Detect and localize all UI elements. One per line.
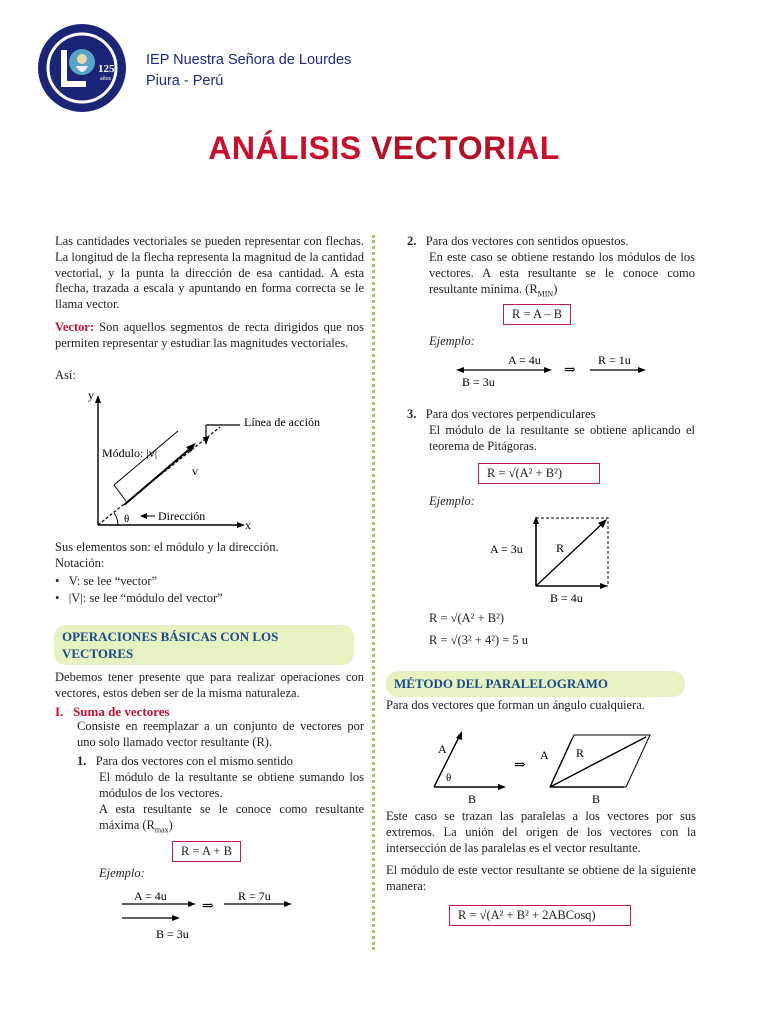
operations-banner: OPERACIONES BÁSICAS CON LOS VECTORES [54, 625, 354, 665]
section-number: I. [55, 704, 64, 719]
item1-line2 [99, 802, 364, 838]
example2-diagram [454, 348, 674, 396]
logo-number: 125 [98, 63, 115, 75]
ex1-r-label: R = 7u [238, 889, 271, 903]
item3-title: Para dos vectores perpendiculares [425, 407, 596, 421]
example2-label: Ejemplo: [429, 334, 475, 348]
item2-title: Para dos vectores con sentidos opuestos. [425, 234, 629, 248]
ex1-implies: ⇒ [202, 899, 214, 914]
ex3-r-label: R [556, 541, 565, 555]
vector-def-text: Son aquellos segmentos de recta dirigidos que nos permiten representar y estudiar las magnitudes vectoriales. [55, 320, 364, 350]
x-axis-label: x [245, 518, 251, 532]
ex2-implies: ⇒ [564, 363, 576, 378]
para-a2-label: A [540, 748, 549, 762]
vector-definition [55, 320, 364, 352]
item2 [407, 234, 695, 250]
item1-title: Para dos vectores con el mismo sentido [95, 754, 293, 768]
para-b-label: B [468, 792, 477, 806]
ex2-b-label: B = 3u [462, 375, 495, 389]
ex2-a-label: A = 4u [508, 353, 541, 367]
para-a-label: A [438, 742, 447, 756]
theta-label: θ [124, 513, 130, 525]
parallelogram-text-2: El módulo de este vector resultante se obtiene de la siguiente manera: [386, 863, 696, 893]
asi-label: Así: [55, 368, 76, 382]
vector-label: Vector: [55, 320, 95, 334]
notation-text: : se lee “vector” [76, 574, 158, 588]
item1-line1: El módulo de la resultante se obtiene sumando los módulos de los vectores. [99, 770, 364, 800]
calc-line-2: R = √(3² + 4²) = 5 u [429, 633, 529, 647]
item3-text: El módulo de la resultante se obtiene aplicando el teorema de Pitágoras. [429, 423, 695, 453]
vector-diagram [80, 385, 320, 535]
para-theta-label: θ [446, 772, 452, 784]
notation-symbol: V [68, 574, 77, 588]
intro-paragraph: Las cantidades vectoriales se pueden representar con flechas. La longitud de la flecha representa la magnitud de la cantidad vectorial, y la punta la dirección de esa cantidad. A esta flecha, trazada a escala y apuntando en forma correcta se le llama vector. [55, 234, 364, 312]
item1 [77, 754, 364, 770]
item2-subscript: MIN [537, 289, 554, 299]
title-part-3: IAL [506, 130, 560, 166]
formula-min: R = A – B [503, 304, 571, 325]
ex1-b-label: B = 3u [156, 927, 189, 941]
parallelogram-intro: Para dos vectores que forman un ángulo cualquiera. [386, 698, 645, 712]
formula-parallelogram: R = √(A² + B² + 2ABCosq) [449, 905, 631, 926]
notation-text: : se lee “módulo del vector” [82, 591, 223, 605]
calc-line-1: R = √(A² + B²) [429, 611, 504, 625]
formula-pythagoras: R = √(A² + B²) [478, 463, 600, 484]
parallelogram-diagram [420, 725, 670, 807]
page-title [0, 130, 768, 167]
section-sum-heading [55, 704, 170, 720]
column-divider [372, 235, 381, 950]
formula-sum-max: R = A + B [172, 841, 241, 862]
item1-subscript: max [154, 825, 169, 835]
item1-line2-end: ) [168, 817, 173, 832]
item2-text [429, 250, 695, 302]
para-implies: ⇒ [514, 758, 526, 773]
notation-label: Notación: [55, 556, 105, 570]
parallelogram-text-1: Este caso se trazan las paralelas a los vectores por sus extremos. La unión del origen de los vectores con la intersección de las paralelas es el vector resultante. [386, 809, 696, 855]
notation-item: • V: se lee “vector” [55, 574, 158, 588]
elements-text: Sus elementos son: el módulo y la dirección. [55, 540, 279, 554]
item2-end: ) [553, 281, 558, 296]
school-logo [34, 22, 130, 114]
example1-diagram [118, 884, 308, 944]
example3-label: Ejemplo: [429, 494, 475, 508]
ops-intro: Debemos tener presente que para realizar operaciones con vectores, estos deben ser de la misma naturaleza. [55, 670, 364, 700]
vector-v-label: v [192, 464, 198, 478]
school-name: IEP Nuestra Señora de Lourdes [146, 52, 352, 68]
ex1-a-label: A = 4u [134, 889, 167, 903]
logo-sub: años [100, 76, 111, 82]
notation-symbol: |V| [68, 591, 83, 605]
para-r2-label: B [592, 792, 601, 806]
school-location: Piura - Perú [146, 73, 224, 89]
para-r-label: R [576, 746, 585, 760]
sum-definition: Consiste en reemplazar a un conjunto de vectores por uno solo llamado vector resultante (R). [77, 719, 364, 749]
module-label: Módulo: |v| [102, 446, 158, 460]
direction-label: Dirección [158, 509, 206, 523]
ex3-a-label: A = 3u [490, 542, 523, 556]
y-axis-label: y [88, 388, 94, 402]
title-part-1: ANÁLISIS [208, 130, 371, 166]
section-title: Suma de vectores [73, 704, 170, 719]
example-label: Ejemplo: [99, 866, 145, 880]
ex3-b-label: B = 4u [550, 591, 583, 605]
school-header [146, 50, 351, 92]
item3 [407, 407, 695, 423]
example3-diagram [486, 510, 616, 606]
ex2-r-label: R = 1u [598, 353, 631, 367]
line-of-action-label: Línea de acción [244, 415, 320, 429]
item1-number: 1. [77, 754, 87, 768]
title-part-2: VECTOR [370, 130, 507, 166]
item2-number: 2. [407, 234, 417, 248]
item1-line2-text: A esta resultante se le conoce como resultante máxima (R [99, 802, 364, 832]
notation-item: • |V|: se lee “módulo del vector” [55, 591, 223, 605]
item3-number: 3. [407, 407, 417, 421]
item2-body: En este caso se obtiene restando los módulos de los vectores. A esta resultante se le conoce como resultante mínima. (R [429, 250, 695, 296]
parallelogram-banner: MÉTODO DEL PARALELOGRAMO [386, 671, 685, 697]
